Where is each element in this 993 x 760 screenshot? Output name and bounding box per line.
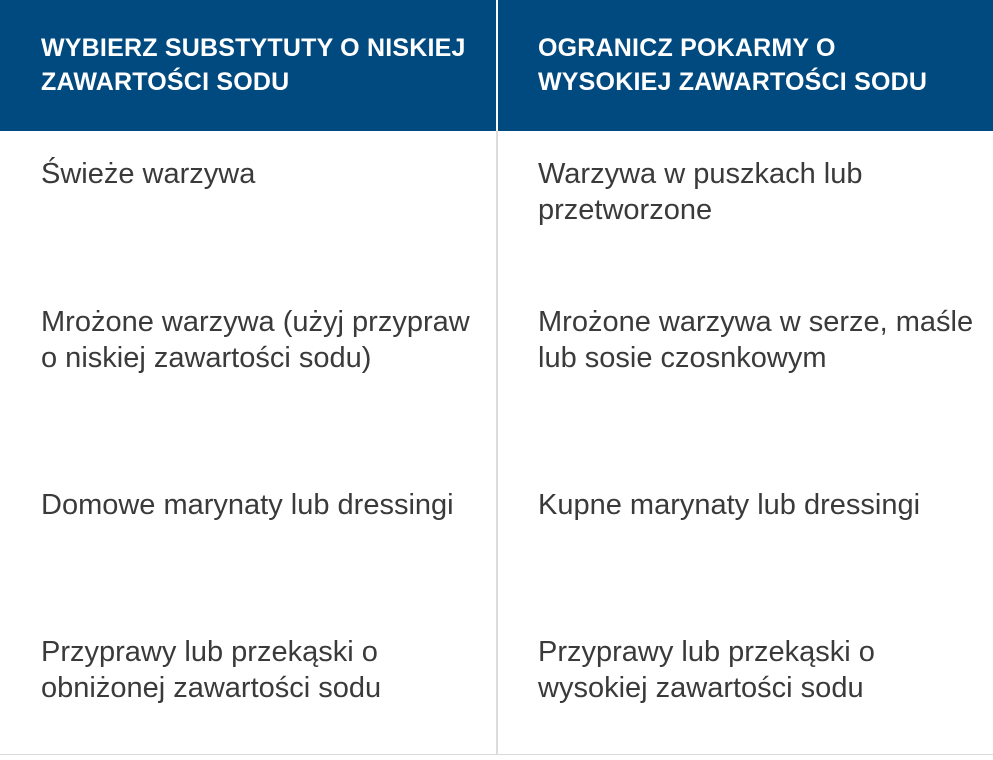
row-2-high-sodium: Mrożone warzywa w serze, maśle lub sosie czosnkowym bbox=[538, 306, 974, 374]
row-1-low-sodium: Świeże warzywa bbox=[41, 158, 256, 190]
header-high-sodium: OGRANICZ POKARMY O WYSOKIEJ ZAWARTOŚCI SODU bbox=[538, 34, 928, 96]
row-2-low-sodium: Mrożone warzywa (użyj przypraw o niskiej zawartości sodu) bbox=[41, 306, 470, 374]
row-4-low-sodium: Przyprawy lub przekąski o obniżonej zawartości sodu bbox=[41, 636, 382, 704]
row-3-low-sodium: Domowe marynaty lub dressingi bbox=[41, 489, 454, 521]
row-3-high-sodium: Kupne marynaty lub dressingi bbox=[538, 489, 921, 521]
row-4-high-sodium: Przyprawy lub przekąski o wysokiej zawartości sodu bbox=[538, 636, 875, 704]
header-low-sodium: WYBIERZ SUBSTYTUTY O NISKIEJ ZAWARTOŚCI SODU bbox=[41, 34, 466, 96]
header-column-divider bbox=[496, 0, 498, 131]
row-1-high-sodium: Warzywa w puszkach lub przetworzone bbox=[538, 158, 863, 226]
